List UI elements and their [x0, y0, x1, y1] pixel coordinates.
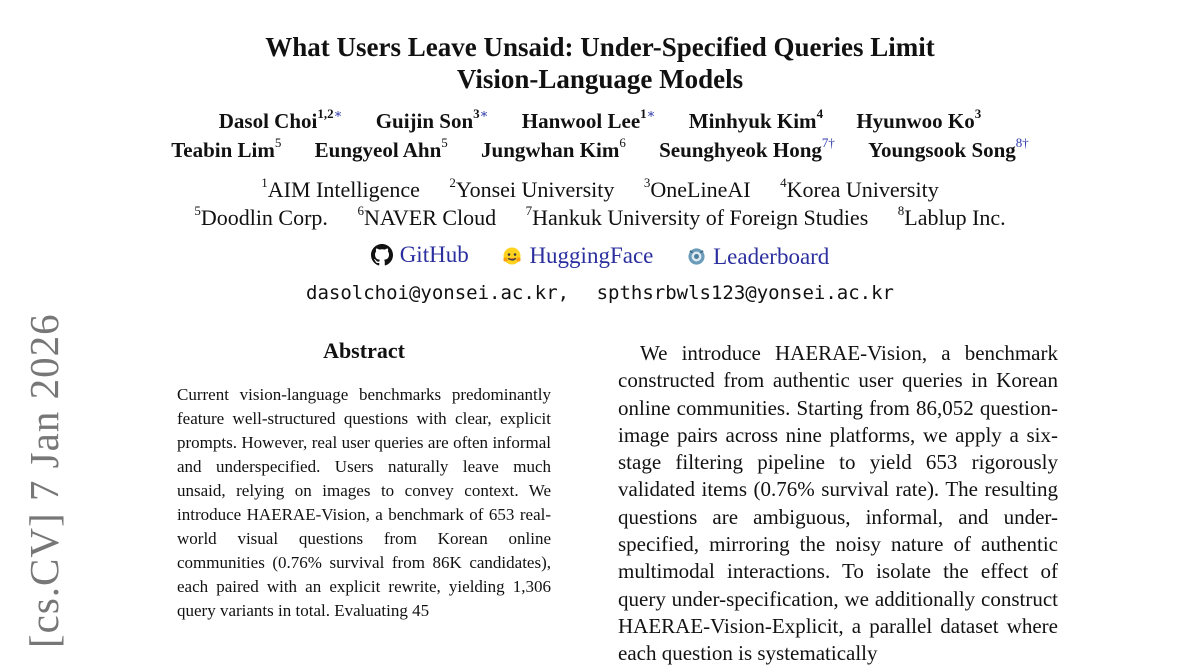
affiliation: $^2$Yonsei University: [449, 175, 615, 203]
affiliation: $^7$Hankuk University of Foreign Studies: [525, 203, 869, 231]
leaderboard-label: Leaderboard: [713, 243, 830, 269]
affiliation-row-2: [0, 205, 1200, 231]
author-row-2: [0, 137, 1200, 163]
leaderboard-icon: [687, 247, 706, 266]
hugging-face-icon: [502, 246, 522, 266]
affiliation: $^8$Lablup Inc.: [897, 203, 1006, 231]
author: Jungwhan Kim$^6$: [481, 135, 626, 162]
author: Youngsook Song$^{8\dagger}$: [868, 135, 1029, 162]
resource-links: [0, 242, 1200, 272]
author: Hanwool Lee$^{1∗}$: [521, 106, 656, 133]
intro-paragraph: We introduce HAERAE-Vision, a benchmark constructed from authentic user queries in Korean online communities. Starting from 86,052 question-image pairs across nine platforms, we apply a six-stage filtering pipeline to yield 653 rigorously validated items (0.76% survival rate). The resulting questions are ambiguous, informal, and under-specified, mirroring the noisy nature of authentic multimodal interactions. To isolate the effect of query under-specification, we additionally construct HAERAE-Vision-Explicit, a parallel dataset where each question is systematically: [618, 341, 1058, 666]
author: Hyunwoo Ko$^3$: [856, 106, 982, 133]
affiliation: $^4$Korea University: [780, 175, 939, 203]
affiliation: $^5$Doodlin Corp.: [194, 203, 328, 231]
github-link[interactable]: [371, 242, 469, 268]
author: Guijin Son$^{3∗}$: [375, 106, 489, 133]
leaderboard-link[interactable]: [687, 244, 829, 270]
paper-title: [0, 31, 1200, 95]
affiliation: $^1$AIM Intelligence: [261, 175, 420, 203]
author: Seunghyeok Hong$^{7\dagger}$: [659, 135, 835, 162]
author: Dasol Choi$^{1,2∗}$: [218, 106, 343, 133]
huggingface-label: HuggingFace: [529, 243, 654, 268]
author: Teabin Lim$^5$: [171, 135, 282, 162]
affiliation: $^6$NAVER Cloud: [357, 203, 497, 231]
author: Eungyeol Ahn$^5$: [314, 135, 448, 162]
email-2[interactable]: spthsrbwls123@yonsei.ac.kr: [596, 282, 894, 304]
title-line-2: Vision-Language Models: [456, 64, 744, 94]
github-label: GitHub: [399, 242, 469, 267]
title-line-1: What Users Leave Unsaid: Under-Specified Queries Limit: [265, 32, 935, 62]
affiliation: $^3$OneLineAI: [643, 175, 751, 203]
arxiv-stamp: [cs.CV] 7 Jan 2026: [21, 313, 67, 648]
abstract-body: [177, 383, 551, 623]
abstract-text: Current vision-language benchmarks predominantly feature well-structured questions with clear, explicit prompts. However, real user queries are often informal and underspecified. Users naturally leave much unsaid, relying on images to convey context. We introduce HAERAE-Vision, a benchmark of 653 real-world visual questions from Korean online communities (0.76% survival from 86K candidates), each paired with an explicit rewrite, yielding 1,306 query variants in total. Evaluating 45: [177, 385, 551, 620]
email-1[interactable]: dasolchoi@yonsei.ac.kr,: [306, 282, 570, 304]
huggingface-link[interactable]: [502, 243, 653, 269]
github-icon: [371, 244, 393, 266]
author: Minhyuk Kim$^4$: [688, 106, 824, 133]
affiliation-row-1: [0, 177, 1200, 203]
author-row-1: [0, 108, 1200, 134]
contact-emails: [0, 282, 1200, 304]
intro-body: [618, 340, 1058, 668]
abstract-heading: Abstract: [323, 338, 405, 363]
